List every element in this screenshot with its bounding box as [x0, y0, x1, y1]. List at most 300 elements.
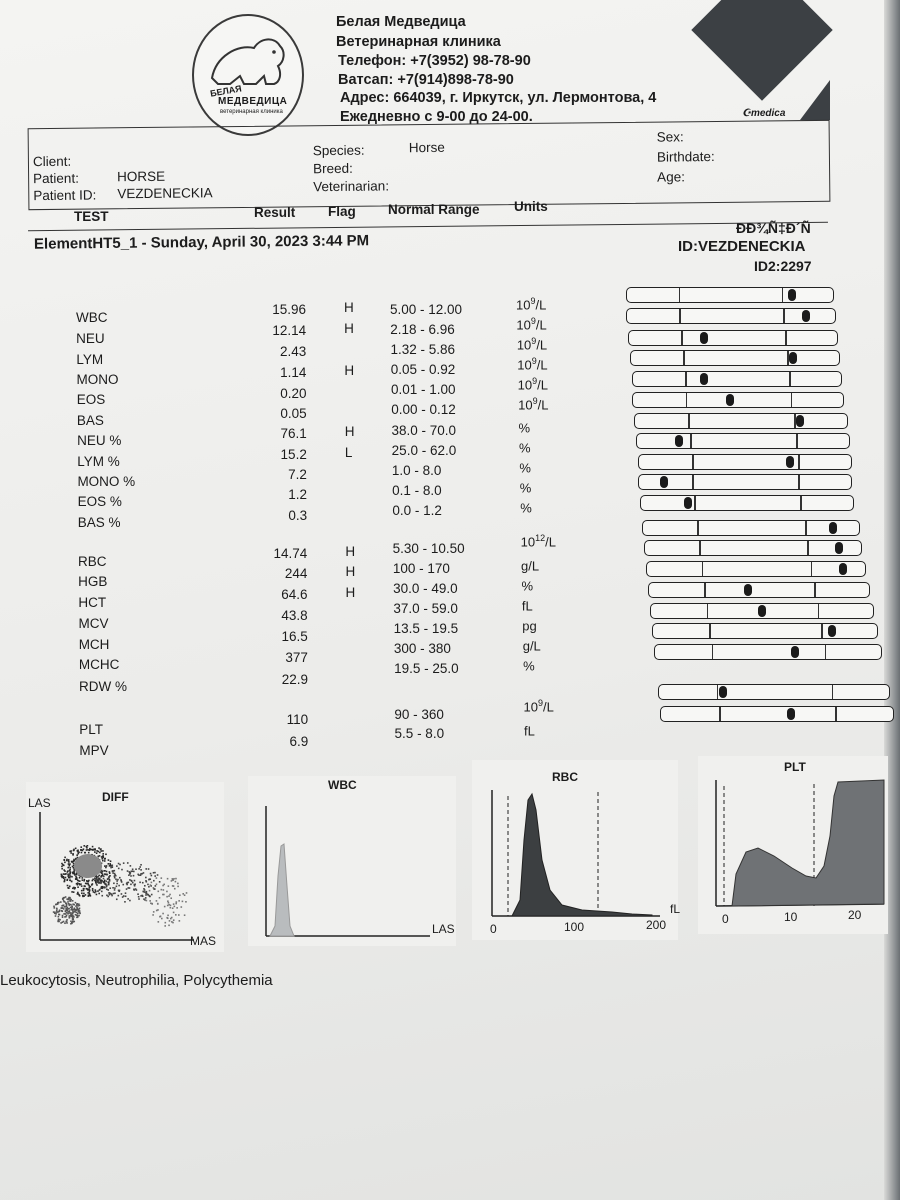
diff-event-dot [92, 890, 94, 892]
diff-event-dot [182, 893, 184, 895]
diff-event-dot [69, 869, 71, 871]
test-unit [519, 419, 531, 435]
gauge-limit-tick [709, 624, 711, 638]
range-gauge [632, 392, 844, 408]
patient-id-label: Patient ID: [33, 187, 97, 204]
unit-tail: /L [543, 699, 554, 715]
diff-event-dot [161, 918, 163, 920]
diff-event-dot [71, 880, 73, 882]
diff-event-dot [151, 903, 153, 905]
test-name: MONO [76, 372, 119, 387]
gauge-limit-tick [814, 583, 816, 597]
range-gauge [646, 561, 866, 577]
diff-event-dot [164, 906, 166, 908]
diff-event-dot [103, 881, 105, 883]
gauge-limit-tick [825, 645, 827, 659]
diff-event-dot [169, 894, 171, 896]
diff-event-dot [173, 919, 175, 921]
diff-event-dot [85, 846, 87, 848]
diff-event-dot [136, 889, 138, 891]
diff-event-dot [114, 887, 116, 889]
gauge-limit-tick [692, 455, 694, 469]
range-gauge [630, 350, 840, 366]
diff-event-dot [80, 883, 82, 885]
diff-event-dot [64, 879, 66, 881]
vet-label: Veterinarian: [313, 178, 390, 195]
clinic-type: Ветеринарная клиника [336, 34, 501, 50]
diff-event-dot [168, 885, 170, 887]
diff-event-dot [109, 887, 111, 889]
diff-event-dot [72, 873, 74, 875]
diff-event-dot [172, 885, 174, 887]
rbc-histogram-panel [472, 760, 681, 940]
diff-event-dot [67, 870, 69, 872]
range-gauge [636, 433, 850, 449]
diff-event-dot [92, 846, 94, 848]
decor-triangle [800, 80, 830, 120]
gauge-limit-tick [835, 707, 837, 721]
rbc-unit: fL [670, 902, 681, 916]
diff-event-dot [172, 879, 174, 881]
diff-event-dot [173, 912, 175, 914]
diff-event-dot [151, 875, 153, 877]
test-unit [520, 479, 532, 495]
polar-bear-icon [194, 16, 302, 134]
diff-event-dot [83, 845, 85, 847]
test-name: NEU % [77, 433, 122, 448]
diff-event-dot [71, 876, 73, 878]
diff-event-dot [72, 911, 74, 913]
gauge-value-marker [787, 708, 795, 720]
diff-event-dot [104, 880, 106, 882]
gauge-limit-tick [712, 645, 714, 659]
diff-event-dot [106, 886, 108, 888]
diff-event-dot [71, 891, 73, 893]
test-range: 0.1 - 8.0 [392, 483, 442, 498]
plt-tick-10: 10 [784, 910, 798, 924]
diff-event-dot [98, 882, 100, 884]
diff-event-dot [73, 916, 75, 918]
unit-base: 10 [516, 337, 532, 353]
interpretation-text: Leukocytosis, Neutrophilia, Polycythemia [0, 972, 273, 989]
diff-event-dot [101, 875, 103, 877]
diff-event-dot [174, 906, 176, 908]
range-gauge [654, 644, 882, 660]
diff-event-dot [69, 867, 71, 869]
range-gauge [640, 495, 854, 511]
unit-base: 10 [518, 397, 533, 413]
wbc-title: WBC [328, 778, 357, 792]
test-range: 5.00 - 12.00 [390, 302, 463, 317]
diff-event-dot [89, 887, 91, 889]
diff-event-dot [100, 881, 102, 883]
diff-event-dot [175, 903, 177, 905]
gauge-limit-tick [694, 496, 696, 510]
diff-event-dot [167, 917, 169, 919]
diff-event-dot [157, 874, 159, 876]
diff-event-dot [75, 848, 77, 850]
diff-event-dot [66, 915, 68, 917]
diff-event-dot [87, 892, 89, 894]
diff-event-dot [77, 892, 79, 894]
test-result: 14.74 [273, 546, 308, 561]
diff-event-dot [177, 883, 179, 885]
diff-event-dot [94, 849, 96, 851]
gauge-limit-tick [807, 541, 809, 555]
diff-event-dot [132, 868, 134, 870]
unit-base: 10 [523, 699, 539, 715]
diff-event-dot [64, 906, 66, 908]
diff-event-dot [154, 875, 156, 877]
diff-event-dot [126, 882, 128, 884]
species-label: Species: [312, 142, 365, 159]
diff-event-dot [145, 897, 147, 899]
diff-event-dot [71, 909, 73, 911]
diff-event-dot [73, 891, 75, 893]
test-unit [516, 296, 546, 312]
diff-event-dot [88, 895, 90, 897]
diff-event-dot [179, 920, 181, 922]
diff-event-dot [110, 860, 112, 862]
diff-event-dot [61, 907, 63, 909]
diff-event-dot [121, 893, 123, 895]
diff-neutrophil-cluster [74, 854, 102, 878]
diff-event-dot [161, 889, 163, 891]
diff-event-dot [64, 862, 66, 864]
diff-event-dot [123, 862, 125, 864]
diff-event-dot [160, 915, 162, 917]
clinic-logo [192, 14, 304, 136]
diff-event-dot [83, 848, 85, 850]
diff-event-dot [175, 881, 177, 883]
patient-value: HORSE [117, 168, 166, 185]
test-range: 100 - 170 [392, 561, 450, 576]
diff-event-dot [179, 894, 181, 896]
gauge-value-marker [788, 289, 796, 301]
gauge-limit-tick [794, 414, 796, 428]
diff-event-dot [178, 900, 180, 902]
test-range: 0.0 - 1.2 [392, 503, 442, 518]
diff-event-dot [77, 853, 79, 855]
diff-event-dot [61, 863, 63, 865]
unit-tail: /L [537, 397, 549, 413]
diff-event-dot [170, 907, 172, 909]
diff-event-dot [134, 883, 136, 885]
test-range: 0.01 - 1.00 [390, 382, 456, 397]
test-flag: H [344, 363, 355, 378]
diff-event-dot [131, 880, 133, 882]
diff-event-dot [114, 892, 116, 894]
test-unit [521, 557, 539, 573]
diff-event-dot [125, 892, 127, 894]
diff-event-dot [113, 882, 115, 884]
diff-event-dot [92, 849, 94, 851]
diff-event-dot [56, 903, 58, 905]
diff-event-dot [75, 858, 77, 860]
diff-event-dot [61, 866, 63, 868]
breed-label: Breed: [312, 160, 353, 177]
gauge-value-marker [786, 456, 794, 468]
report-title: ElementHT5_1 - Sunday, April 30, 2023 3:44 PM [33, 232, 370, 253]
diff-event-dot [69, 898, 71, 900]
diff-event-dot [111, 865, 113, 867]
diff-event-dot [95, 889, 97, 891]
diff-event-dot [68, 903, 70, 905]
test-name: BAS % [77, 515, 121, 530]
diff-event-dot [98, 893, 100, 895]
diff-event-dot [148, 868, 150, 870]
plt-tick-0: 0 [722, 912, 729, 926]
diff-event-dot [53, 907, 55, 909]
test-range: 38.0 - 70.0 [391, 423, 456, 438]
diff-event-dot [84, 852, 86, 854]
diff-event-dot [109, 865, 111, 867]
gauge-limit-tick [683, 351, 685, 365]
diff-event-dot [108, 892, 110, 894]
diff-event-dot [60, 922, 62, 924]
diff-event-dot [119, 877, 121, 879]
diff-event-dot [121, 869, 123, 871]
diff-event-dot [67, 899, 69, 901]
test-name: EOS [76, 392, 106, 407]
diff-event-dot [172, 907, 174, 909]
gauge-value-marker [789, 352, 797, 364]
diff-event-dot [164, 922, 166, 924]
test-result: 0.05 [280, 406, 307, 421]
test-result: 22.9 [281, 672, 309, 687]
diff-event-dot [106, 884, 108, 886]
diff-event-dot [69, 900, 71, 902]
diff-event-dot [169, 920, 171, 922]
test-unit [517, 336, 547, 352]
diff-event-dot [72, 900, 74, 902]
clinic-phone: Телефон: +7(3952) 98-78-90 [338, 53, 531, 69]
diff-event-dot [79, 905, 81, 907]
diff-event-dot [71, 923, 73, 925]
diff-event-dot [66, 908, 68, 910]
diff-event-dot [98, 847, 100, 849]
test-unit [522, 597, 533, 613]
diff-event-dot [72, 918, 74, 920]
gauge-limit-tick [821, 624, 823, 638]
diff-event-dot [56, 908, 58, 910]
diff-event-dot [143, 872, 145, 874]
diff-event-dot [79, 912, 81, 914]
diff-event-dot [139, 882, 141, 884]
diff-event-dot [163, 894, 165, 896]
diff-event-dot [107, 889, 109, 891]
diff-event-dot [79, 895, 81, 897]
diff-event-dot [185, 901, 187, 903]
diff-event-dot [105, 883, 107, 885]
diff-event-dot [182, 901, 184, 903]
diff-event-dot [56, 910, 58, 912]
diff-event-dot [156, 877, 158, 879]
diff-event-dot [106, 865, 108, 867]
diff-event-dot [76, 883, 78, 885]
gauge-limit-tick [717, 685, 719, 699]
diff-event-dot [119, 864, 121, 866]
test-flag: H [344, 424, 355, 439]
unit-base: % [521, 578, 534, 594]
diff-event-dot [137, 893, 139, 895]
diff-title: DIFF [102, 790, 129, 804]
diff-event-dot [70, 907, 72, 909]
rbc-tick-0: 0 [490, 922, 497, 936]
diff-event-dot [64, 857, 66, 859]
wbc-histogram-panel [248, 776, 456, 946]
test-range: 25.0 - 62.0 [391, 443, 457, 458]
diff-event-dot [63, 869, 65, 871]
diff-event-dot [78, 883, 80, 885]
diff-event-dot [61, 868, 63, 870]
diff-event-dot [116, 885, 118, 887]
diff-event-dot [75, 902, 77, 904]
gauge-value-marker [675, 435, 683, 447]
brand-mark-icon: ☪ [742, 108, 751, 119]
diff-event-dot [128, 874, 130, 876]
diff-event-dot [94, 851, 96, 853]
diff-event-dot [153, 872, 155, 874]
test-name: MONO % [77, 474, 136, 489]
test-unit [518, 376, 548, 392]
diff-event-dot [81, 890, 83, 892]
gauge-limit-tick [690, 434, 692, 448]
diff-event-dot [66, 860, 68, 862]
diff-event-dot [108, 883, 110, 885]
gauge-value-marker [700, 373, 708, 385]
diff-event-dot [70, 850, 72, 852]
test-unit [524, 698, 554, 714]
diff-event-dot [67, 907, 69, 909]
unit-base: 10 [516, 297, 531, 313]
diff-event-dot [68, 877, 70, 879]
test-name: RDW % [79, 679, 128, 694]
diff-event-dot [101, 856, 103, 858]
unit-tail: /L [536, 357, 548, 373]
report-id2: ID2:2297 [754, 258, 812, 274]
diff-event-dot [108, 863, 110, 865]
unit-tail: /L [536, 337, 548, 353]
diff-event-dot [115, 875, 117, 877]
gauge-limit-tick [785, 331, 787, 345]
unit-tail: /L [545, 534, 556, 550]
unit-exponent: 9 [530, 316, 536, 326]
diff-event-dot [76, 909, 78, 911]
diff-event-dot [116, 880, 118, 882]
diff-event-dot [138, 898, 140, 900]
diff-event-dot [97, 851, 99, 853]
unit-base: 10 [520, 534, 536, 550]
diff-event-dot [89, 849, 91, 851]
report-id: ID:VEZDENECKIA [678, 238, 806, 255]
gauge-limit-tick [783, 309, 785, 323]
diff-event-dot [112, 872, 114, 874]
col-header-flag: Flag [328, 204, 356, 219]
diff-event-dot [122, 884, 124, 886]
diff-event-dot [73, 850, 75, 852]
diff-event-dot [69, 871, 71, 873]
diff-event-dot [100, 849, 102, 851]
diff-event-dot [129, 872, 131, 874]
diff-event-dot [105, 880, 107, 882]
diff-event-dot [83, 890, 85, 892]
gauge-limit-tick [796, 434, 798, 448]
diff-event-dot [67, 867, 69, 869]
unit-base: % [518, 440, 531, 456]
diff-event-dot [144, 889, 146, 891]
col-header-range: Normal Range [388, 202, 480, 217]
test-range: 13.5 - 19.5 [393, 621, 459, 636]
diff-event-dot [96, 881, 98, 883]
diff-event-dot [110, 867, 112, 869]
diff-event-dot [170, 918, 172, 920]
diff-event-dot [83, 893, 85, 895]
diff-event-dot [143, 891, 145, 893]
diff-event-dot [82, 879, 84, 881]
diff-event-dot [130, 875, 132, 877]
diff-event-dot [70, 875, 72, 877]
report-garbled-text: ÐÐ¾Ñ‡Ð´Ñ [736, 220, 811, 236]
test-result: 15.2 [280, 447, 307, 462]
diff-event-dot [112, 870, 114, 872]
diff-event-dot [153, 911, 155, 913]
gauge-limit-tick [704, 583, 706, 597]
diff-event-dot [94, 877, 96, 879]
test-range: 90 - 360 [394, 707, 444, 722]
diff-event-dot [145, 880, 147, 882]
diff-event-dot [70, 904, 72, 906]
unit-base: g/L [521, 558, 540, 574]
diff-event-dot [164, 925, 166, 927]
gauge-value-marker [829, 522, 837, 534]
gauge-limit-tick [719, 707, 721, 721]
diff-event-dot [113, 870, 115, 872]
diff-event-dot [106, 895, 108, 897]
diff-event-dot [64, 922, 66, 924]
test-name: BAS [76, 413, 104, 428]
diff-event-dot [137, 874, 139, 876]
diff-event-dot [72, 853, 74, 855]
diff-event-dot [81, 877, 83, 879]
diff-event-dot [149, 890, 151, 892]
diff-event-dot [63, 873, 65, 875]
range-gauge [644, 540, 862, 556]
diff-event-dot [83, 880, 85, 882]
diff-event-dot [97, 890, 99, 892]
diff-event-dot [142, 882, 144, 884]
diff-event-dot [168, 902, 170, 904]
gauge-value-marker [744, 584, 752, 596]
diff-event-dot [62, 898, 64, 900]
diff-event-dot [88, 888, 90, 890]
client-label: Client: [32, 153, 72, 170]
test-result: 76.1 [280, 426, 307, 441]
diff-event-dot [65, 906, 67, 908]
rbc-tick-100: 100 [564, 920, 585, 934]
diff-event-dot [157, 891, 159, 893]
diff-event-dot [65, 921, 67, 923]
diff-x-label: MAS [190, 934, 217, 948]
unit-base: % [519, 480, 532, 496]
diff-event-dot [64, 901, 66, 903]
test-name: HCT [78, 595, 107, 610]
gauge-limit-tick [697, 521, 699, 535]
test-result: 2.43 [279, 344, 307, 359]
rbc-title: RBC [552, 770, 578, 784]
clinic-address: Адрес: 664039, г. Иркутск, ул. Лермонтова, 4 [340, 90, 657, 106]
diff-event-dot [63, 881, 65, 883]
